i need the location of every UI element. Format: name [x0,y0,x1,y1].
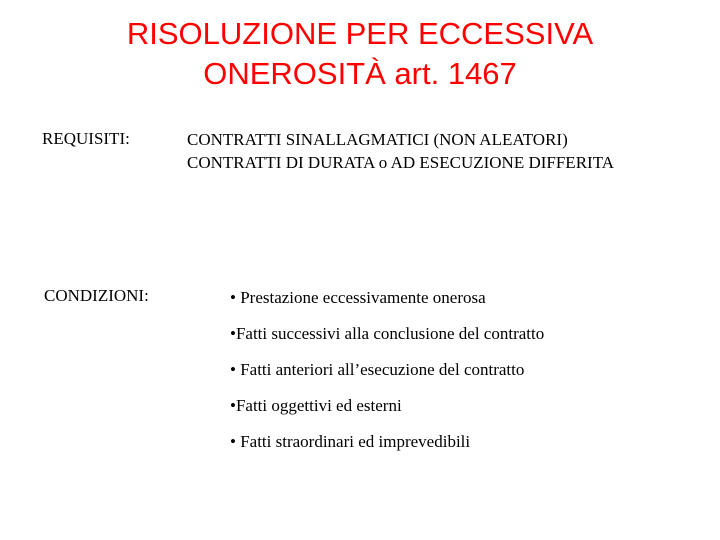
condizioni-item: • Fatti anteriori all’esecuzione del contratto [230,360,525,379]
title-line-2: ONEROSITÀ art. 1467 [203,56,517,91]
requisiti-line: CONTRATTI DI DURATA o AD ESECUZIONE DIFFERITA [187,153,614,172]
condizioni-label: CONDIZIONI: [44,286,149,305]
requisiti-label: REQUISITI: [42,129,130,148]
title-line-1: RISOLUZIONE PER ECCESSIVA [126,16,594,51]
requisiti-line: CONTRATTI SINALLAGMATICI (NON ALEATORI) [187,130,568,149]
condizioni-list [230,287,544,467]
condizioni-item: • Prestazione eccessivamente onerosa [230,288,486,307]
condizioni-item: • Fatti straordinari ed imprevedibili [230,432,471,451]
slide-title [60,14,660,94]
condizioni-item: •Fatti oggettivi ed esterni [230,396,402,415]
condizioni-item: •Fatti successivi alla conclusione del contratto [230,324,545,343]
requisiti-list [187,128,614,174]
